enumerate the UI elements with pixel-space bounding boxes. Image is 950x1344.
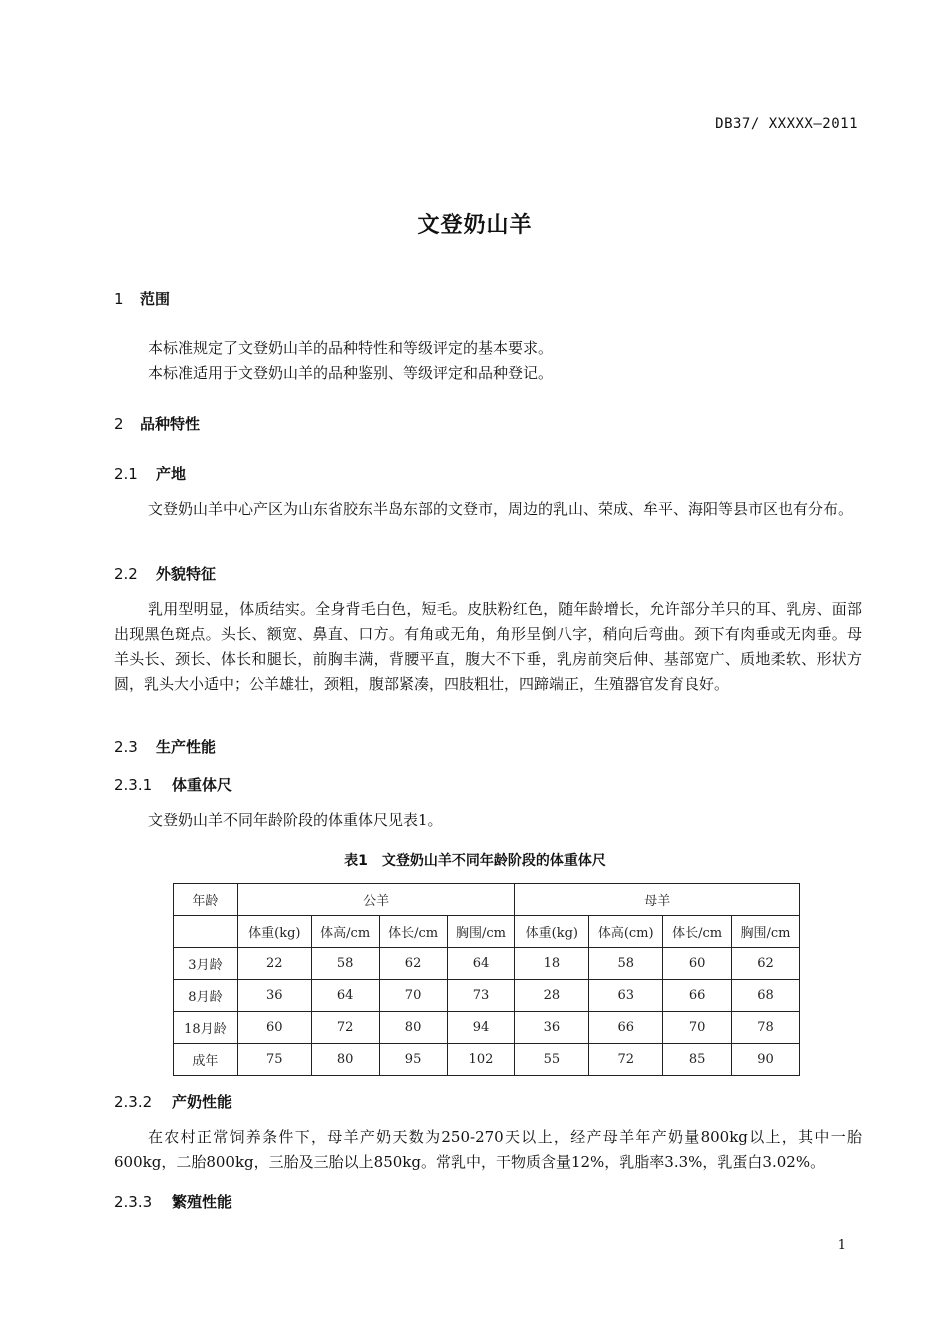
milk-performance-paragraph: 在农村正常饲养条件下，母羊产奶天数为250-270天以上，经产母羊年产奶量800kg以上，其中一胎600kg，二胎800kg，三胎及三胎以上850kg。常乳中，干物质含量12%，乳脂率3.3%，乳蛋白3.02%。 (114, 1128, 862, 1171)
table-cell: 70 (379, 980, 447, 1012)
table-row-label: 成年 (174, 1044, 238, 1076)
table-group-male: 公羊 (237, 884, 515, 916)
table-row (174, 1012, 800, 1044)
table-cell: 95 (379, 1044, 447, 1076)
table-cell (174, 916, 238, 948)
heading-appearance (114, 563, 216, 584)
table-column-header: 胸围/cm (732, 916, 800, 948)
table-cell: 64 (447, 948, 515, 980)
table-row (174, 948, 800, 980)
heading-number: 2.3 (114, 738, 138, 756)
table-cell: 58 (311, 948, 379, 980)
heading-origin (114, 463, 186, 484)
heading-scope (114, 288, 170, 309)
table-cell: 58 (589, 948, 663, 980)
table-cell: 72 (589, 1044, 663, 1076)
scope-paragraph-2: 本标准适用于文登奶山羊的品种鉴别、等级评定和品种登记。 (148, 364, 554, 382)
heading-reproduction-performance (114, 1191, 232, 1212)
table-cell: 22 (237, 948, 311, 980)
table-cell: 55 (515, 1044, 589, 1076)
table-cell: 78 (732, 1012, 800, 1044)
table-cell: 73 (447, 980, 515, 1012)
table-row (174, 980, 800, 1012)
table-cell: 66 (663, 980, 732, 1012)
table-row-label: 8月龄 (174, 980, 238, 1012)
appearance-paragraph: 乳用型明显，体质结实。全身背毛白色，短毛。皮肤粉红色，随年龄增长，允许部分羊只的耳、乳房、面部出现黑色斑点。头长、额宽、鼻直、口方。有角或无角，角形呈倒八字，稍向后弯曲。颈下有肉垂或无肉垂。母羊头长、颈长、体长和腿长，前胸丰满，背腰平直，腹大不下垂，乳房前突后伸、基部宽广、质地柔软、形状方圆，乳头大小适中；公羊雄壮，颈粗，腹部紧凑，四肢粗壮，四蹄端正，生殖器官发育良好。 (114, 600, 862, 693)
table-column-header: 体高/cm (311, 916, 379, 948)
heading-number: 2.2 (114, 565, 138, 583)
table-cell: 60 (237, 1012, 311, 1044)
page-number: 1 (837, 1238, 846, 1253)
table-column-header: 体长/cm (379, 916, 447, 948)
heading-milk-performance (114, 1091, 232, 1112)
heading-text: 繁殖性能 (172, 1193, 233, 1211)
heading-production-performance (114, 736, 216, 757)
table-cell: 94 (447, 1012, 515, 1044)
table-cell: 70 (663, 1012, 732, 1044)
body-measurement-table (173, 883, 800, 1076)
heading-text: 产地 (156, 465, 187, 483)
table-cell: 85 (663, 1044, 732, 1076)
table-cell: 66 (589, 1012, 663, 1044)
document-title: 文登奶山羊 (417, 213, 533, 238)
table-cell: 60 (663, 948, 732, 980)
heading-number: 2.3.1 (114, 776, 153, 794)
table-group-female: 母羊 (515, 884, 800, 916)
table-cell: 75 (237, 1044, 311, 1076)
heading-text: 体重体尺 (172, 776, 233, 794)
table-cell: 18 (515, 948, 589, 980)
table-cell: 64 (311, 980, 379, 1012)
origin-paragraph: 文登奶山羊中心产区为山东省胶东半岛东部的文登市，周边的乳山、荣成、牟平、海阳等县市区也有分布。 (148, 500, 854, 518)
table-cell: 80 (379, 1012, 447, 1044)
heading-body-weight-size (114, 774, 232, 795)
table-cell: 28 (515, 980, 589, 1012)
heading-breed-characteristics (114, 413, 200, 434)
table-row-label: 18月龄 (174, 1012, 238, 1044)
heading-number: 2 (114, 415, 124, 433)
table-cell: 36 (515, 1012, 589, 1044)
table-cell: 90 (732, 1044, 800, 1076)
heading-text: 生产性能 (156, 738, 217, 756)
table-column-header: 胸围/cm (447, 916, 515, 948)
table-cell: 36 (237, 980, 311, 1012)
table-cell: 62 (732, 948, 800, 980)
table-group-header-row (174, 884, 800, 916)
table-column-header: 体长/cm (663, 916, 732, 948)
heading-number: 2.3.2 (114, 1093, 153, 1111)
scope-paragraph-1: 本标准规定了文登奶山羊的品种特性和等级评定的基本要求。 (148, 339, 554, 357)
heading-number: 1 (114, 290, 124, 308)
table-cell: 63 (589, 980, 663, 1012)
standard-code: DB37/ XXXXX—2011 (715, 116, 858, 132)
table-cell: 80 (311, 1044, 379, 1076)
table-column-header: 体重(kg) (237, 916, 311, 948)
heading-text: 外貌特征 (156, 565, 217, 583)
table-subheader-row (174, 916, 800, 948)
heading-text: 品种特性 (140, 415, 201, 433)
table-column-header: 体高(cm) (589, 916, 663, 948)
heading-text: 范围 (140, 290, 171, 308)
table-cell: 62 (379, 948, 447, 980)
table-caption: 表1 文登奶山羊不同年龄阶段的体重体尺 (344, 853, 606, 869)
table-cell: 68 (732, 980, 800, 1012)
table-cell: 72 (311, 1012, 379, 1044)
table-corner-header: 年龄 (174, 884, 238, 916)
table-row-label: 3月龄 (174, 948, 238, 980)
table-cell: 102 (447, 1044, 515, 1076)
heading-text: 产奶性能 (172, 1093, 233, 1111)
body-weight-paragraph: 文登奶山羊不同年龄阶段的体重体尺见表1。 (148, 811, 443, 829)
heading-number: 2.1 (114, 465, 138, 483)
table-column-header: 体重(kg) (515, 916, 589, 948)
table-row (174, 1044, 800, 1076)
heading-number: 2.3.3 (114, 1193, 153, 1211)
